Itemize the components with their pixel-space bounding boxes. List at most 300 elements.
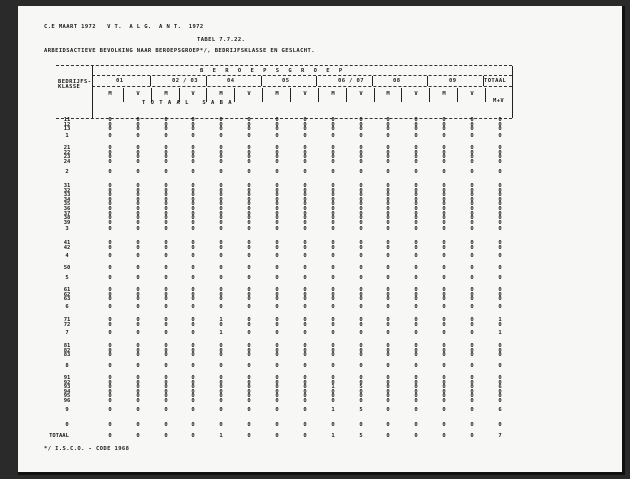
table-cell: 0 (164, 330, 168, 336)
table-cell: 0 (414, 219, 418, 226)
table-cell: 0 (414, 244, 418, 251)
table-cell: 0 (247, 187, 251, 194)
table-cell: 0 (414, 226, 418, 232)
table-cell: 0 (386, 187, 390, 194)
group-header: 01 (116, 78, 124, 84)
table-cell: 0 (164, 398, 168, 404)
table-cell: 0 (247, 275, 251, 281)
table-cell: 0 (470, 379, 474, 386)
table-cell: 0 (386, 321, 390, 328)
table-cell: 0 (442, 291, 446, 298)
table-cell: 0 (303, 240, 307, 246)
table-cell: 0 (108, 192, 112, 199)
table-cell: 0 (164, 240, 168, 246)
table-cell: 0 (470, 210, 474, 217)
table-cell: 0 (191, 384, 195, 391)
table-cell: 0 (303, 121, 307, 128)
row-label: 62 (63, 291, 71, 298)
table-cell: 0 (414, 158, 418, 165)
table-cell: 0 (331, 169, 335, 175)
table-cell: 0 (331, 206, 335, 212)
table-cell: 0 (414, 433, 418, 439)
table-cell: 0 (303, 347, 307, 354)
row-label: 32 (63, 187, 71, 194)
table-cell: 0 (164, 206, 168, 212)
table-cell: 0 (247, 422, 251, 428)
table-cell: 1 (331, 433, 335, 439)
table-cell: 0 (386, 126, 390, 133)
sex-header: V (303, 91, 307, 97)
table-cell: 0 (414, 304, 418, 310)
table-cell: 0 (136, 321, 140, 328)
table-cell: 0 (108, 379, 112, 386)
table-cell: 0 (442, 379, 446, 386)
table-cell: 0 (136, 192, 140, 199)
row-label: 8 (65, 363, 69, 369)
table-cell: 0 (442, 296, 446, 303)
table-cell: 0 (275, 407, 279, 413)
table-cell: 0 (164, 379, 168, 386)
table-cell: 0 (359, 226, 363, 232)
table-cell: 0 (331, 330, 335, 336)
table-cell: 0 (191, 192, 195, 199)
table-cell: 0 (498, 117, 502, 123)
table-cell: 0 (108, 433, 112, 439)
table-cell: 0 (191, 187, 195, 194)
table-cell: 0 (191, 121, 195, 128)
group-header: 06 / 07 (338, 78, 364, 84)
sex-header: V (191, 91, 195, 97)
table-cell: 0 (164, 275, 168, 281)
table-cell: 0 (442, 215, 446, 222)
table-cell: 0 (247, 384, 251, 391)
divider (457, 88, 458, 102)
row-label: 2 (65, 169, 69, 175)
table-cell: 0 (498, 158, 502, 165)
table-cell: 0 (275, 187, 279, 194)
table-cell: 0 (331, 253, 335, 259)
table-cell: 0 (164, 265, 168, 271)
table-cell: 0 (414, 196, 418, 203)
table-cell: 0 (442, 363, 446, 369)
table-cell: 0 (386, 253, 390, 259)
table-cell: 0 (359, 196, 363, 203)
table-cell: 0 (442, 117, 446, 123)
table-cell: 0 (136, 253, 140, 259)
table-cell: 0 (108, 226, 112, 232)
table-cell: 0 (331, 126, 335, 133)
table-cell: 0 (498, 183, 502, 189)
table-cell: 0 (219, 183, 223, 189)
table-cell: 0 (108, 352, 112, 359)
table-cell: 0 (470, 304, 474, 310)
table-cell: 0 (303, 154, 307, 161)
table-cell: 0 (247, 149, 251, 156)
table-cell: 0 (414, 296, 418, 303)
table-cell: 0 (498, 422, 502, 428)
table-cell: 0 (275, 352, 279, 359)
divider (56, 65, 512, 66)
divider (374, 88, 375, 102)
table-cell: 0 (275, 291, 279, 298)
table-cell: 0 (164, 226, 168, 232)
table-cell: 0 (414, 352, 418, 359)
table-cell: 0 (164, 215, 168, 222)
table-cell: 0 (386, 388, 390, 395)
table-cell: 1 (498, 317, 502, 323)
table-cell: 0 (470, 253, 474, 259)
table-cell: 0 (498, 393, 502, 400)
sex-header: V (470, 91, 474, 97)
table-cell: 0 (275, 398, 279, 404)
table-cell: 0 (331, 343, 335, 349)
table-cell: 0 (136, 187, 140, 194)
table-cell: 0 (303, 192, 307, 199)
table-cell: 0 (498, 398, 502, 404)
table-cell: 0 (247, 117, 251, 123)
table-cell: 0 (108, 330, 112, 336)
table-cell: 0 (359, 126, 363, 133)
table-cell: 0 (219, 343, 223, 349)
table-cell: 0 (498, 287, 502, 293)
table-cell: 0 (386, 363, 390, 369)
table-cell: 0 (414, 398, 418, 404)
row-label: 72 (63, 321, 71, 328)
table-cell: 0 (331, 388, 335, 395)
table-cell: 0 (108, 158, 112, 165)
table-cell: 0 (136, 133, 140, 139)
table-cell: 0 (164, 149, 168, 156)
table-cell: 0 (247, 379, 251, 386)
table-cell: 0 (191, 145, 195, 151)
table-cell: 0 (414, 343, 418, 349)
table-cell: 0 (442, 145, 446, 151)
table-cell: 0 (303, 343, 307, 349)
table-cell: 0 (191, 253, 195, 259)
table-cell: 0 (386, 226, 390, 232)
table-cell: 0 (219, 154, 223, 161)
table-cell: 0 (303, 117, 307, 123)
table-cell: 0 (219, 384, 223, 391)
table-cell: 0 (331, 154, 335, 161)
table-cell: 0 (303, 158, 307, 165)
row-label: 81 (63, 343, 71, 349)
divider (316, 76, 317, 86)
table-cell: 0 (470, 317, 474, 323)
table-cell: 0 (470, 133, 474, 139)
table-cell: 0 (136, 317, 140, 323)
row-label: 12 (63, 121, 71, 128)
table-cell: 0 (136, 196, 140, 203)
table-cell: 0 (219, 126, 223, 133)
table-cell: 0 (359, 219, 363, 226)
table-cell: 0 (303, 291, 307, 298)
table-cell: 0 (303, 244, 307, 251)
table-cell: 0 (303, 388, 307, 395)
table-cell: 0 (442, 219, 446, 226)
table-cell: 0 (164, 253, 168, 259)
table-cell: 0 (359, 352, 363, 359)
row-label: 31 (63, 183, 71, 189)
table-cell: 0 (303, 422, 307, 428)
table-cell: 0 (247, 183, 251, 189)
table-cell: 0 (191, 149, 195, 156)
table-cell: 0 (470, 330, 474, 336)
table-cell: 0 (108, 121, 112, 128)
table-cell: 0 (191, 330, 195, 336)
sex-header: M (108, 91, 112, 97)
table-cell: 0 (219, 219, 223, 226)
table-cell: 0 (442, 244, 446, 251)
table-cell: 0 (191, 422, 195, 428)
table-cell: 0 (136, 145, 140, 151)
table-cell: 0 (331, 149, 335, 156)
table-cell: 0 (164, 154, 168, 161)
table-cell: 0 (331, 317, 335, 323)
table-cell: 1 (331, 384, 335, 391)
table-cell: 0 (359, 158, 363, 165)
table-cell: 0 (108, 219, 112, 226)
table-cell: 0 (247, 158, 251, 165)
table-cell: 0 (136, 183, 140, 189)
table-cell: 0 (414, 393, 418, 400)
table-cell: 0 (442, 347, 446, 354)
table-cell: 0 (108, 388, 112, 395)
table-cell: 0 (331, 226, 335, 232)
table-cell: 0 (164, 384, 168, 391)
table-cell: 0 (247, 215, 251, 222)
table-cell: 0 (136, 379, 140, 386)
table-cell: 0 (470, 201, 474, 208)
table-cell: 0 (247, 433, 251, 439)
table-cell: 0 (108, 296, 112, 303)
table-cell: 0 (108, 244, 112, 251)
table-cell: 0 (331, 347, 335, 354)
row-label: 50 (63, 265, 71, 271)
table-cell: 0 (191, 265, 195, 271)
table-cell: 0 (359, 275, 363, 281)
divider (262, 88, 263, 102)
row-label: 11 (63, 117, 71, 123)
table-cell: 0 (498, 363, 502, 369)
divider (123, 88, 124, 102)
table-cell: 0 (414, 363, 418, 369)
table-cell: 0 (108, 210, 112, 217)
divider (92, 75, 512, 76)
table-cell: 0 (108, 265, 112, 271)
sex-header: M (386, 91, 390, 97)
divider (234, 88, 235, 102)
table-cell: 0 (359, 149, 363, 156)
table-cell: 0 (136, 240, 140, 246)
table-cell: 0 (136, 265, 140, 271)
table-cell: 0 (386, 291, 390, 298)
table-cell: 0 (108, 206, 112, 212)
table-cell: 0 (414, 275, 418, 281)
table-cell: 1 (331, 407, 335, 413)
table-cell: 0 (247, 291, 251, 298)
table-cell: 0 (498, 275, 502, 281)
table-cell: 0 (164, 145, 168, 151)
table-cell: 0 (414, 287, 418, 293)
table-cell: 0 (247, 244, 251, 251)
table-cell: 0 (108, 149, 112, 156)
table-cell: 0 (498, 206, 502, 212)
table-cell: 0 (442, 196, 446, 203)
table-cell: 0 (331, 145, 335, 151)
table-cell: 0 (303, 201, 307, 208)
table-cell: 0 (359, 240, 363, 246)
row-label: 4 (65, 253, 69, 259)
total-header: TOTAAL (484, 78, 507, 84)
table-cell: 0 (442, 433, 446, 439)
table-cell: 0 (470, 196, 474, 203)
table-cell: 0 (442, 352, 446, 359)
table-cell: 0 (219, 253, 223, 259)
table-cell: 0 (386, 133, 390, 139)
row-label: 41 (63, 240, 71, 246)
row-label: TOTAAL (49, 433, 69, 439)
table-cell: 0 (442, 393, 446, 400)
table-cell: 0 (331, 192, 335, 199)
table-cell: 0 (136, 121, 140, 128)
table-cell: 0 (386, 121, 390, 128)
table-cell: 0 (219, 226, 223, 232)
divider (346, 88, 347, 102)
table-cell: 0 (136, 304, 140, 310)
table-cell: 0 (331, 210, 335, 217)
table-cell: 0 (386, 384, 390, 391)
table-cell: 0 (108, 407, 112, 413)
table-cell: 0 (414, 384, 418, 391)
divider (401, 88, 402, 102)
table-cell: 0 (136, 154, 140, 161)
table-cell: 0 (414, 265, 418, 271)
table-cell: 0 (386, 117, 390, 123)
table-cell: 0 (164, 296, 168, 303)
table-cell: 0 (359, 265, 363, 271)
table-cell: 0 (386, 192, 390, 199)
table-cell: 0 (164, 291, 168, 298)
table-cell: 0 (303, 407, 307, 413)
sex-header: V (414, 91, 418, 97)
table-cell: 0 (414, 183, 418, 189)
table-cell: 0 (136, 210, 140, 217)
table-cell: 0 (191, 398, 195, 404)
table-cell: 0 (108, 347, 112, 354)
table-cell: 0 (442, 304, 446, 310)
table-cell: 0 (108, 240, 112, 246)
table-cell: 0 (331, 158, 335, 165)
table-cell: 0 (359, 287, 363, 293)
row-label: 0 (65, 422, 69, 428)
table-cell: 0 (331, 219, 335, 226)
table-cell: 0 (164, 117, 168, 123)
table-cell: 0 (303, 375, 307, 381)
table-cell: 0 (303, 330, 307, 336)
table-cell: 0 (498, 187, 502, 194)
table-cell: 0 (191, 133, 195, 139)
table-cell: 0 (219, 192, 223, 199)
table-cell: 0 (191, 126, 195, 133)
table-cell: 0 (191, 196, 195, 203)
table-cell: 0 (386, 352, 390, 359)
table-cell: 0 (442, 206, 446, 212)
table-cell: 0 (498, 169, 502, 175)
table-cell: 0 (386, 169, 390, 175)
table-cell: 0 (331, 296, 335, 303)
table-cell: 0 (498, 121, 502, 128)
divider (92, 86, 512, 87)
table-cell: 0 (331, 196, 335, 203)
row-label: 95 (63, 393, 71, 400)
table-cell: 0 (359, 321, 363, 328)
table-cell: 0 (386, 433, 390, 439)
table-cell: 0 (386, 149, 390, 156)
table-cell: 0 (303, 215, 307, 222)
table-cell: 0 (219, 352, 223, 359)
section-title: T O T A A L S A B A (142, 100, 233, 106)
table-cell: 0 (470, 219, 474, 226)
divider (372, 76, 373, 86)
table-cell: 0 (136, 347, 140, 354)
table-cell: 0 (442, 375, 446, 381)
table-cell: 0 (108, 126, 112, 133)
table-cell: 0 (498, 304, 502, 310)
table-cell: 0 (136, 149, 140, 156)
table-cell: 0 (470, 158, 474, 165)
table-cell: 0 (442, 126, 446, 133)
table-cell: 0 (108, 398, 112, 404)
table-cell: 0 (331, 215, 335, 222)
table-cell: 0 (136, 296, 140, 303)
table-cell: 0 (386, 296, 390, 303)
table-cell: 0 (498, 265, 502, 271)
table-cell: 0 (275, 133, 279, 139)
table-cell: 0 (470, 388, 474, 395)
table-cell: 0 (108, 215, 112, 222)
table-cell: 0 (219, 296, 223, 303)
row-label: 3 (65, 226, 69, 232)
sex-header: M (219, 91, 223, 97)
table-cell: 0 (164, 363, 168, 369)
table-cell: 0 (247, 398, 251, 404)
table-cell: 0 (247, 343, 251, 349)
divider (429, 88, 430, 102)
table-cell: 0 (303, 226, 307, 232)
table-cell: 0 (164, 121, 168, 128)
table-cell: 0 (219, 158, 223, 165)
table-cell: 0 (164, 393, 168, 400)
table-cell: 0 (331, 422, 335, 428)
table-cell: 0 (191, 275, 195, 281)
table-cell: 0 (136, 226, 140, 232)
table-cell: 0 (247, 265, 251, 271)
table-cell: 0 (164, 422, 168, 428)
table-cell: 0 (414, 145, 418, 151)
table-cell: 0 (108, 187, 112, 194)
table-cell: 0 (247, 253, 251, 259)
table-cell: 0 (359, 343, 363, 349)
table-cell: 0 (331, 398, 335, 404)
group-header: 05 (282, 78, 290, 84)
table-cell: 0 (136, 201, 140, 208)
table-cell: 0 (247, 133, 251, 139)
table-cell: 0 (108, 384, 112, 391)
table-cell: 0 (219, 291, 223, 298)
table-cell: 0 (359, 133, 363, 139)
table-cell: 0 (275, 196, 279, 203)
